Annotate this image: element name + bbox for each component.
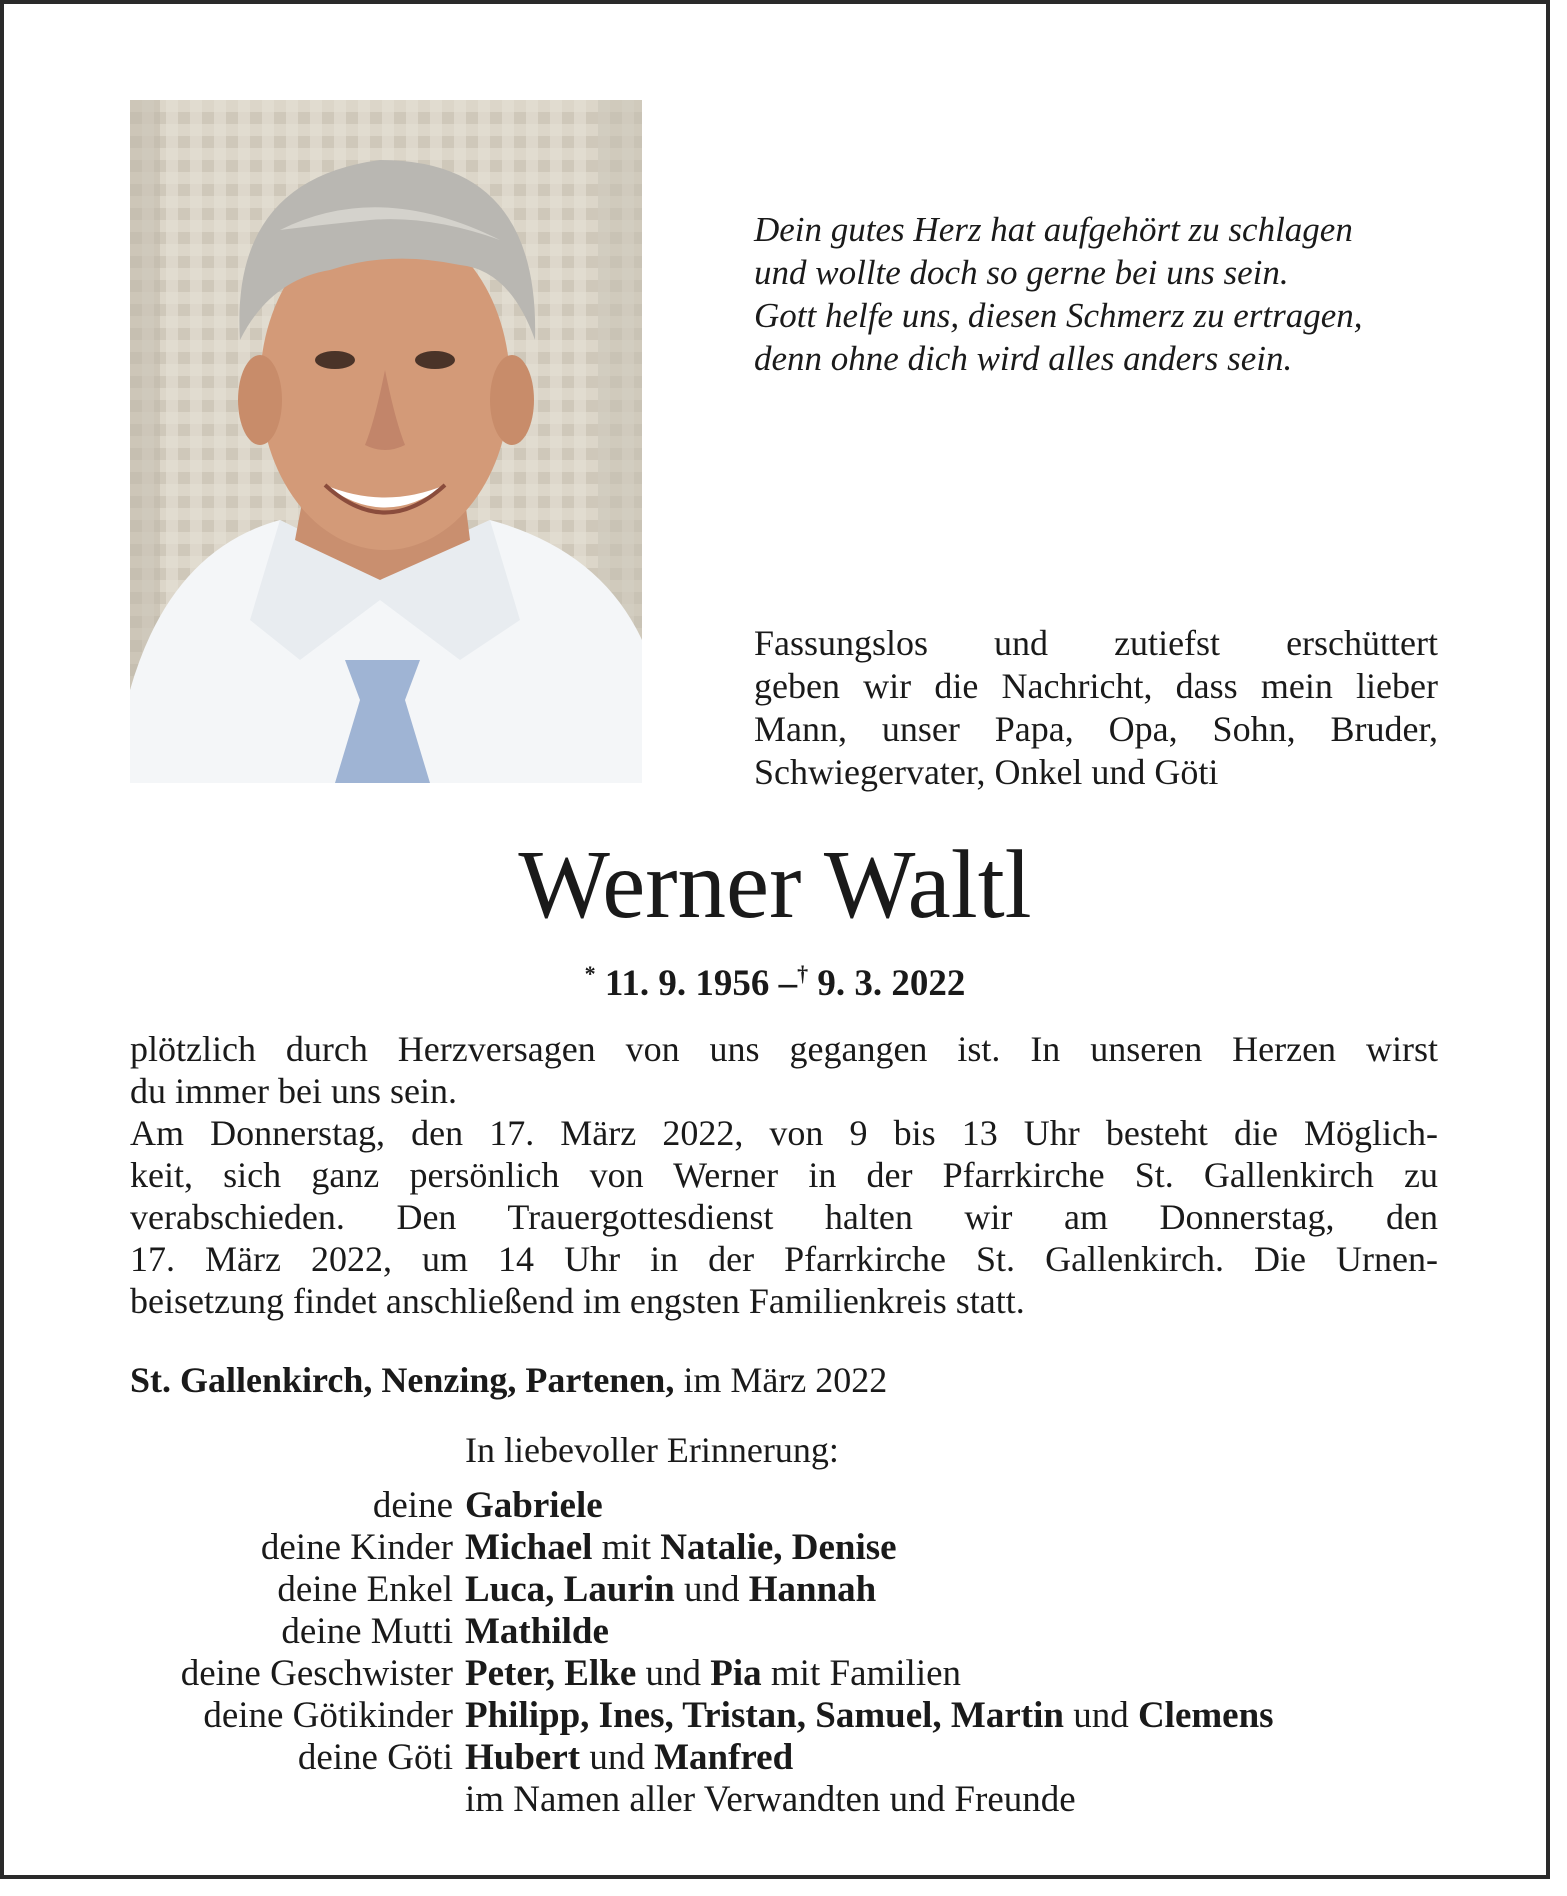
mourner-name: Mathilde — [465, 1611, 609, 1652]
mourner-row — [100, 1569, 1500, 1611]
mourner-connector: mit — [601, 1527, 651, 1568]
body-line: beisetzung findet anschließend im engsten Familienkreis statt. — [130, 1281, 1025, 1321]
mourner-connector: und — [1073, 1695, 1129, 1736]
mourner-name: Hubert — [465, 1737, 581, 1778]
mourner-relation: deine Geschwister — [180, 1653, 453, 1694]
mourner-name: Clemens — [1137, 1695, 1274, 1736]
mourner-relation: deine Götikinder — [203, 1695, 453, 1736]
mourner-row — [100, 1611, 1500, 1653]
intro-line: Mann, unser Papa, Opa, Sohn, Bruder, — [754, 709, 1438, 749]
mourner-name: Pia — [710, 1653, 762, 1694]
mourner-relation: deine Göti — [297, 1737, 453, 1778]
body-line: du immer bei uns sein. — [130, 1071, 457, 1111]
mourner-name: Luca, Laurin — [465, 1569, 675, 1610]
announcement-text — [130, 1028, 1438, 1322]
mourner-row — [100, 1737, 1500, 1779]
body-line: keit, sich ganz persönlich von Werner in der Pfarrkirche St. Gallenkirch zu — [130, 1155, 1438, 1195]
mourners-list — [100, 1485, 1500, 1779]
closing-line: im Namen aller Verwandten und Freunde — [465, 1779, 1076, 1820]
date-separator: – — [778, 963, 798, 1004]
mourner-connector: und — [683, 1569, 740, 1610]
verse-line: und wollte doch so gerne bei uns sein. — [754, 253, 1289, 292]
intro-line: Schwiegervater, Onkel und Göti — [754, 752, 1219, 792]
mourner-relation: deine Enkel — [277, 1569, 453, 1610]
mourner-name: Philipp, Ines, Tristan, Samuel, Martin — [465, 1695, 1064, 1736]
place-date: im März 2022 — [683, 1360, 888, 1400]
body-line: verabschieden. Den Trauergottesdienst halten wir am Donnerstag, den — [130, 1197, 1438, 1237]
birth-symbol: * — [584, 961, 596, 986]
intro-line: Fassungslos und zutiefst erschüttert — [754, 623, 1438, 663]
verse-line: Gott helfe uns, diesen Schmerz zu ertragen, — [754, 296, 1363, 335]
place-and-date — [130, 1358, 887, 1402]
body-line: plötzlich durch Herzversagen von uns gegangen ist. In unseren Herzen wirst — [130, 1029, 1438, 1069]
mourner-relation: deine Kinder — [260, 1527, 453, 1568]
mourner-name: Manfred — [654, 1737, 794, 1778]
intro-paragraph — [754, 622, 1438, 794]
mourner-connector: mit Familien — [770, 1653, 962, 1694]
deceased-name: Werner Waltl — [518, 831, 1032, 938]
memory-label: In liebevoller Erinnerung: — [465, 1430, 839, 1470]
mourner-relation: deine Mutti — [281, 1611, 453, 1652]
life-dates — [0, 950, 1550, 1008]
memorial-verse — [754, 208, 1454, 380]
mourner-name: Gabriele — [465, 1485, 603, 1526]
death-symbol: † — [797, 961, 809, 986]
verse-line: Dein gutes Herz hat aufgehört zu schlagen — [754, 210, 1353, 249]
portrait-photo — [130, 100, 642, 783]
portrait-illustration — [130, 100, 642, 783]
mourner-connector: und — [645, 1653, 702, 1694]
mourner-row — [100, 1527, 1500, 1569]
mourner-name: Hannah — [748, 1569, 877, 1610]
death-date: 9. 3. 2022 — [817, 963, 966, 1004]
mourner-row — [100, 1653, 1500, 1695]
mourner-relation: deine — [372, 1485, 453, 1526]
verse-line: denn ohne dich wird alles anders sein. — [754, 339, 1293, 378]
birth-date: 11. 9. 1956 — [604, 963, 770, 1004]
mourner-name: Michael — [465, 1527, 593, 1568]
body-line: Am Donnerstag, den 17. März 2022, von 9 bis 13 Uhr besteht die Möglich- — [130, 1113, 1438, 1153]
intro-line: geben wir die Nachricht, dass mein lieber — [754, 666, 1438, 706]
mourner-row — [100, 1485, 1500, 1527]
mourner-name: Peter, Elke — [465, 1653, 637, 1694]
mourner-row — [100, 1695, 1500, 1737]
mourner-name: Natalie, Denise — [660, 1527, 897, 1568]
mourner-connector: und — [589, 1737, 645, 1778]
body-line: 17. März 2022, um 14 Uhr in der Pfarrkirche St. Gallenkirch. Die Urnen- — [130, 1239, 1438, 1279]
place-towns: St. Gallenkirch, Nenzing, Partenen, — [130, 1360, 675, 1400]
